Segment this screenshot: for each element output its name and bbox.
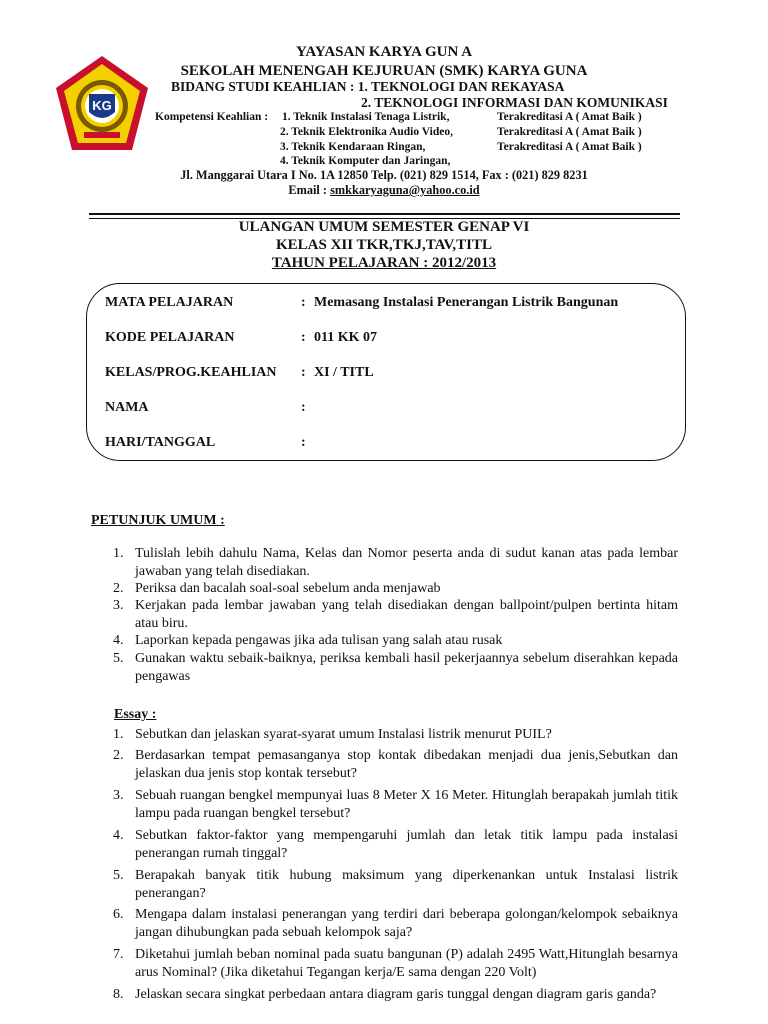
essay-question: 2. Berdasarkan tempat pemasanganya stop kontak dibedakan menjadi dua jenis,Sebutkan dan jelaskan dua jenis stop kontak tersebut? [113, 748, 678, 781]
info-label: KODE PELAJARAN [105, 330, 235, 345]
accreditation-1: Terakreditasi A ( Amat Baik ) [497, 111, 642, 123]
instructions-title: PETUNJUK UMUM : [91, 513, 225, 528]
info-label: KELAS/PROG.KEAHLIAN [105, 365, 277, 380]
competency-4: 4. Teknik Komputer dan Jaringan, [280, 155, 451, 167]
essay-question: 5. Berapakah banyak titik hubung maksimum yang diperkenankan untuk Instalasi listrik penerangan? [113, 868, 678, 901]
accreditation-3: Terakreditasi A ( Amat Baik ) [497, 141, 642, 153]
info-value: Memasang Instalasi Penerangan Listrik Bangunan [314, 295, 619, 310]
instruction-item: 2. Periksa dan bacalah soal-soal sebelum anda menjawab [113, 581, 441, 596]
email-link[interactable]: smkkaryaguna@yahoo.co.id [330, 183, 480, 197]
school-email-line [0, 183, 768, 198]
school-address: Jl. Manggarai Utara I No. 1A 12850 Telp. (021) 829 1514, Fax : (021) 829 8231 [180, 168, 588, 182]
instruction-item: 5. Gunakan waktu sebaik-baiknya, periksa kembali hasil pekerjaannya sebelum diserahkan kepada pengawas [113, 651, 678, 684]
essay-question: 1. Sebutkan dan jelaskan syarat-syarat umum Instalasi listrik menurut PUIL? [113, 727, 552, 742]
info-value: 011 KK 07 [314, 330, 378, 345]
instruction-item: 3. Kerjakan pada lembar jawaban yang telah disediakan dengan ballpoint/pulpen bertinta hitam atau biru. [113, 598, 678, 631]
field-line-2: 2. TEKNOLOGI INFORMASI DAN KOMUNIKASI [361, 95, 668, 110]
instruction-item: 1. Tulislah lebih dahulu Nama, Kelas dan Nomor peserta anda di sudut kanan atas pada lembar jawaban yang telah disediakan. [113, 546, 678, 579]
essay-question: 3. Sebuah ruangan bengkel mempunyai luas 8 Meter X 16 Meter. Hitunglah berapakah jumlah titik lampu pada ruangan bengkel tersebut? [113, 788, 678, 821]
competency-1: 1. Teknik Instalasi Tenaga Listrik, [282, 111, 450, 123]
essay-title: Essay : [114, 707, 157, 722]
info-label: HARI/TANGGAL [105, 435, 216, 450]
logo-letters: KG [92, 98, 112, 113]
foundation-name: YAYASAN KARYA GUN A [295, 44, 473, 60]
header-divider [89, 213, 680, 215]
field-line-1: BIDANG STUDI KEAHLIAN : 1. TEKNOLOGI DAN REKAYASA [171, 79, 565, 94]
competency-2: 2. Teknik Elektronika Audio Video, [280, 126, 453, 138]
school-name: SEKOLAH MENENGAH KEJURUAN (SMK) KARYA GUNA [180, 63, 588, 79]
essay-question: 4. Sebutkan faktor-faktor yang mempengaruhi jumlah dan letak titik lampu pada instalasi penerangan rumah tinggal? [113, 828, 678, 861]
essay-question: 7. Diketahui jumlah beban nominal pada suatu bangunan (P) adalah 2495 Watt,Hitunglah besarnya arus Nominal? (Jika diketahui Tegangan kerja/E sama dengan 220 Volt) [113, 947, 678, 980]
essay-question: 6. Mengapa dalam instalasi penerangan yang terdiri dari beberapa golongan/kelompok sebaiknya jangan dihubungkan pada sebuah kelompok saja? [113, 907, 678, 940]
info-label: MATA PELAJARAN [105, 295, 234, 310]
instruction-item: 4. Laporkan kepada pengawas jika ada tulisan yang salah atau rusak [113, 633, 503, 648]
exam-title: ULANGAN UMUM SEMESTER GENAP VI [238, 219, 530, 235]
essay-question: 8. Jelaskan secara singkat perbedaan antara diagram garis tunggal dengan diagram garis ganda? [113, 987, 657, 1002]
info-value: XI / TITL [314, 365, 374, 380]
info-label: NAMA [105, 400, 149, 415]
exam-class: KELAS XII TKR,TKJ,TAV,TITL [275, 237, 493, 253]
exam-year: TAHUN PELAJARAN : 2012/2013 [271, 255, 497, 271]
competency-3: 3. Teknik Kendaraan Ringan, [280, 141, 426, 153]
accreditation-2: Terakreditasi A ( Amat Baik ) [497, 126, 642, 138]
competency-label: Kompetensi Keahlian : [155, 111, 269, 123]
email-label: Email : [288, 183, 328, 197]
